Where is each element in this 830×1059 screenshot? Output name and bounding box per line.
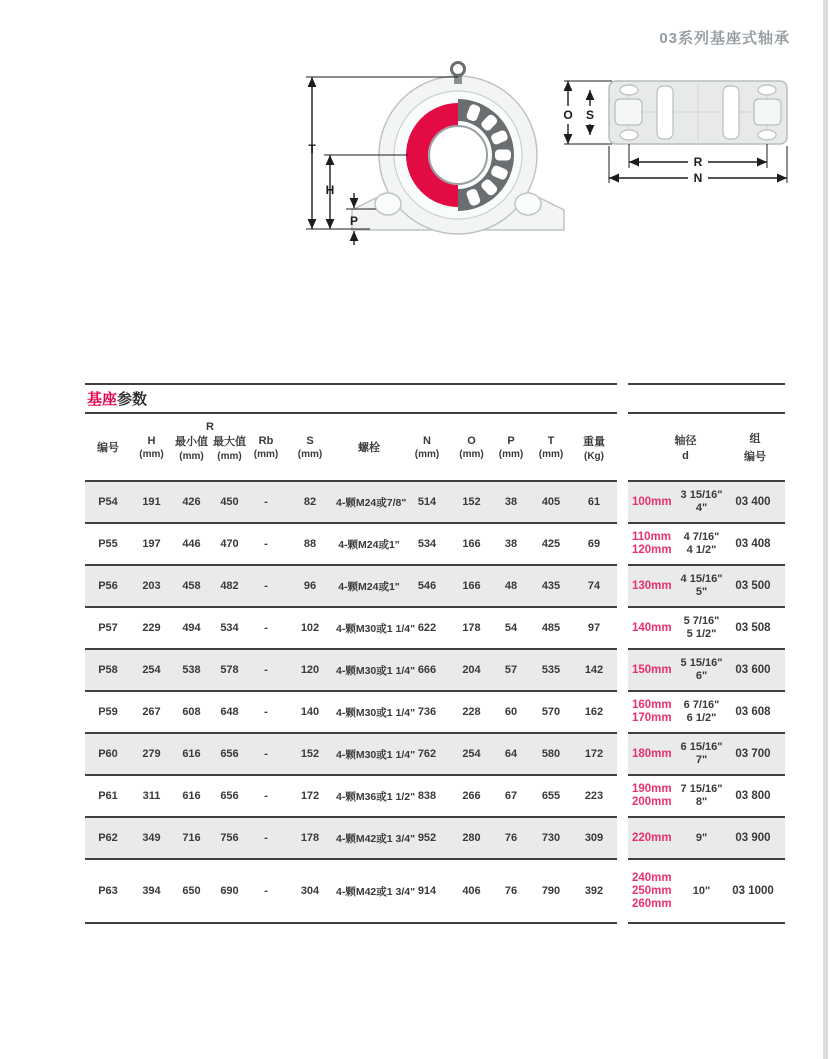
table-row xyxy=(85,650,617,692)
table-row xyxy=(85,776,617,818)
table-cell: 69 xyxy=(587,538,601,550)
shaft-diameter-cell xyxy=(628,783,678,809)
shaft-diameter-value: 250mm xyxy=(632,884,672,897)
table-body xyxy=(85,482,617,924)
table-cell: P63 xyxy=(98,885,118,897)
table-cell: 304 xyxy=(300,885,320,897)
table-cell: - xyxy=(264,496,268,508)
shaft-row xyxy=(628,776,785,818)
table-cell: 142 xyxy=(584,664,604,676)
group-code-cell: 03 608 xyxy=(735,706,771,718)
table-header-row xyxy=(85,414,617,482)
inch-value: 4 7/16" xyxy=(683,531,720,543)
side-table-body xyxy=(628,482,785,924)
inch-cell xyxy=(678,657,725,683)
group-code-cell: 03 600 xyxy=(735,664,771,676)
table-cell: 191 xyxy=(142,496,161,508)
group-code-cell: 03 1000 xyxy=(732,885,774,897)
column-header-label: 最大值 xyxy=(213,435,246,448)
table-cell: 76 xyxy=(504,832,518,844)
inch-cell xyxy=(678,832,725,845)
shaft-row xyxy=(628,482,785,524)
table-cell: 88 xyxy=(303,538,317,550)
table-cell: 309 xyxy=(584,832,604,844)
group-number-header-line1: 组 xyxy=(749,433,761,445)
table-cell: 538 xyxy=(182,664,201,676)
table-cell: 172 xyxy=(584,748,604,760)
table-cell: 485 xyxy=(541,622,561,634)
shaft-diameter-cell xyxy=(628,832,678,845)
table-cell: 405 xyxy=(541,496,561,508)
table-cell: P57 xyxy=(98,622,118,634)
table-cell: 535 xyxy=(541,664,561,676)
inch-cell xyxy=(678,573,725,599)
table-cell: P61 xyxy=(98,790,118,802)
shaft-diameter-value: 100mm xyxy=(632,495,672,508)
column-header xyxy=(248,435,284,460)
inch-value: 5 1/2" xyxy=(686,628,717,640)
table-cell: 197 xyxy=(142,538,161,550)
shaft-row xyxy=(628,818,785,860)
group-number-header-line2: 编号 xyxy=(744,451,766,463)
column-header xyxy=(85,439,131,455)
inch-value: 6" xyxy=(695,670,708,682)
table-cell: 54 xyxy=(504,622,518,634)
table-cell: P62 xyxy=(98,832,118,844)
shaft-diameter-value: 240mm xyxy=(632,871,672,884)
grease-fitting-icon xyxy=(452,63,465,76)
table-cell: 622 xyxy=(417,622,437,634)
inch-value: 9" xyxy=(695,831,708,844)
table-cell: 580 xyxy=(541,748,561,760)
table-cell: 470 xyxy=(220,538,239,550)
group-code-cell: 03 500 xyxy=(735,580,771,592)
side-title-bar xyxy=(628,383,785,414)
table-cell: 838 xyxy=(417,790,437,802)
dim-label-O: O xyxy=(563,108,573,122)
inch-value: 6 15/16" xyxy=(680,741,723,753)
column-header-unit: (mm) xyxy=(139,448,164,460)
base-plate-top-view-drawing xyxy=(552,66,830,206)
shaft-row xyxy=(628,608,785,650)
shaft-diameter-header-line1: 轴径 xyxy=(674,435,697,447)
shaft-diameter-cell xyxy=(628,872,678,911)
column-header-label: N xyxy=(423,434,431,447)
table-cell: 76 xyxy=(504,885,518,897)
shaft-diameter-cell xyxy=(628,748,678,761)
table-cell: 4-颗M42或1 3/4" xyxy=(336,885,416,898)
column-header-unit: (mm) xyxy=(217,450,242,462)
table-cell: - xyxy=(264,706,268,718)
table-cell: 458 xyxy=(182,580,201,592)
column-header xyxy=(402,435,452,460)
table-cell: 730 xyxy=(541,832,561,844)
table-cell: 4-颗M30或1 1/4" xyxy=(336,622,416,635)
group-code-cell: 03 700 xyxy=(735,748,771,760)
table-cell: - xyxy=(264,664,268,676)
bearing-front-view-drawing xyxy=(290,52,573,252)
table-cell: 204 xyxy=(462,664,481,676)
inch-value: 5" xyxy=(695,586,708,598)
inch-cell xyxy=(678,885,725,898)
table-cell: 82 xyxy=(303,496,317,508)
table-cell: - xyxy=(264,832,268,844)
bolt-hole-right xyxy=(515,193,541,215)
table-cell: 546 xyxy=(417,580,437,592)
side-header-row xyxy=(628,414,785,482)
table-cell: 140 xyxy=(300,706,320,718)
table-cell: 534 xyxy=(220,622,239,634)
table-cell: 656 xyxy=(220,748,239,760)
page-title: 03系列基座式轴承 xyxy=(659,30,790,47)
table-title xyxy=(85,388,147,409)
shaft-diameter-value: 150mm xyxy=(632,663,672,676)
table-cell: - xyxy=(264,538,268,550)
base-parameters-table xyxy=(85,383,617,924)
group-code-cell: 03 900 xyxy=(735,832,771,844)
inch-value: 6 7/16" xyxy=(683,699,720,711)
table-cell: 64 xyxy=(504,748,518,760)
table-cell: 311 xyxy=(142,790,161,802)
group-code-cell: 03 400 xyxy=(735,496,771,508)
table-title-black: 参数 xyxy=(117,391,148,408)
table-cell: 102 xyxy=(300,622,320,634)
table-cell: - xyxy=(264,748,268,760)
table-cell: 446 xyxy=(182,538,201,550)
table-cell: 74 xyxy=(587,580,601,592)
shaft-diameter-cell xyxy=(628,699,678,725)
table-cell: 38 xyxy=(504,538,518,550)
column-header-label: S xyxy=(306,434,314,447)
r-group-header: R xyxy=(206,421,214,433)
table-cell: 67 xyxy=(504,790,518,802)
bolt-hole-left xyxy=(375,193,401,215)
table-cell: 756 xyxy=(220,832,239,844)
column-header-label: 最小值 xyxy=(175,435,208,448)
table-cell: 266 xyxy=(462,790,481,802)
table-cell: 616 xyxy=(182,790,201,802)
table-cell: 166 xyxy=(462,538,481,550)
shaft-diameter-value: 220mm xyxy=(632,831,672,844)
shaft-diameter-value: 130mm xyxy=(632,579,672,592)
table-cell: 203 xyxy=(142,580,161,592)
inch-value: 4 15/16" xyxy=(680,573,723,585)
shaft-diameter-cell xyxy=(628,531,678,557)
shaft-row xyxy=(628,566,785,608)
table-row xyxy=(85,608,617,650)
table-cell: 152 xyxy=(462,496,481,508)
column-header-label: 螺栓 xyxy=(358,442,380,454)
column-header-unit: (mm) xyxy=(179,450,204,462)
column-header xyxy=(571,433,617,462)
table-cell: 406 xyxy=(462,885,481,897)
table-cell: 655 xyxy=(541,790,561,802)
column-header xyxy=(211,433,248,462)
table-cell: 254 xyxy=(142,664,161,676)
shaft-diameter-value: 260mm xyxy=(632,897,672,910)
table-cell: - xyxy=(264,580,268,592)
bore xyxy=(429,126,487,184)
dim-label-R: R xyxy=(693,155,703,169)
inch-value: 7" xyxy=(695,754,708,766)
column-header xyxy=(452,435,491,460)
table-cell: 482 xyxy=(220,580,239,592)
group-number-header xyxy=(725,430,785,464)
table-cell: 450 xyxy=(220,496,239,508)
table-cell: 690 xyxy=(220,885,239,897)
shaft-diameter-cell xyxy=(628,496,678,509)
shaft-row xyxy=(628,650,785,692)
table-cell: 228 xyxy=(462,706,481,718)
column-header-label: 编号 xyxy=(97,442,119,454)
table-row xyxy=(85,482,617,524)
inch-value: 6 1/2" xyxy=(686,712,717,724)
table-cell: 162 xyxy=(584,706,604,718)
table-title-bar xyxy=(85,383,617,414)
shaft-diameter-value: 160mm xyxy=(632,699,672,711)
table-cell: 349 xyxy=(142,832,161,844)
table-cell: 394 xyxy=(142,885,161,897)
dim-label-S: S xyxy=(585,108,595,122)
table-cell: 392 xyxy=(584,885,604,897)
table-cell: 4-颗M42或1 3/4" xyxy=(336,832,416,845)
table-cell: 762 xyxy=(417,748,437,760)
table-cell: 666 xyxy=(417,664,437,676)
table-cell: 914 xyxy=(417,885,437,897)
table-cell: P60 xyxy=(98,748,118,760)
inch-value: 10" xyxy=(692,884,711,897)
dim-label-P: P xyxy=(349,214,359,228)
column-header-unit: (mm) xyxy=(498,448,524,460)
column-header xyxy=(491,435,531,460)
column-header xyxy=(336,439,402,455)
table-cell: 280 xyxy=(462,832,481,844)
dim-label-H: H xyxy=(325,183,335,197)
table-cell: 61 xyxy=(587,496,601,508)
table-cell: 790 xyxy=(541,885,561,897)
table-row xyxy=(85,734,617,776)
table-cell: 178 xyxy=(300,832,320,844)
shaft-diameter-cell xyxy=(628,664,678,677)
table-row xyxy=(85,692,617,734)
table-cell: 48 xyxy=(504,580,518,592)
table-cell: - xyxy=(264,790,268,802)
column-header-unit: (mm) xyxy=(297,448,323,460)
dim-label-T: T xyxy=(308,142,316,156)
table-cell: 534 xyxy=(417,538,437,550)
column-header xyxy=(131,435,172,460)
shaft-diameter-header-line2: d xyxy=(682,450,689,462)
table-cell: 57 xyxy=(504,664,518,676)
table-cell: 279 xyxy=(142,748,161,760)
shaft-diameter-value: 200mm xyxy=(632,796,672,808)
shaft-diameter-table xyxy=(628,383,785,924)
column-header xyxy=(531,435,571,460)
table-cell: P58 xyxy=(98,664,118,676)
table-row xyxy=(85,818,617,860)
table-cell: 178 xyxy=(462,622,481,634)
table-row xyxy=(85,566,617,608)
shaft-diameter-cell xyxy=(628,622,678,635)
column-header-label: Rb xyxy=(258,434,274,447)
shaft-diameter-value: 120mm xyxy=(632,544,672,556)
table-cell: 152 xyxy=(300,748,320,760)
table-cell: 38 xyxy=(504,496,518,508)
table-cell: 96 xyxy=(303,580,317,592)
dim-label-N: N xyxy=(693,171,703,185)
column-header-label: T xyxy=(547,434,555,447)
inch-value: 4" xyxy=(695,502,708,514)
shaft-diameter-value: 180mm xyxy=(632,747,672,760)
shaft-diameter-value: 140mm xyxy=(632,621,672,634)
inch-cell xyxy=(678,489,725,515)
table-cell: 60 xyxy=(504,706,518,718)
table-cell: P55 xyxy=(98,538,118,550)
shaft-diameter-value: 110mm xyxy=(632,531,672,543)
group-code-cell: 03 408 xyxy=(735,538,771,550)
column-header-unit: (Kg) xyxy=(584,450,604,462)
table-cell: 4-颗M30或1 1/4" xyxy=(336,706,416,719)
table-cell: 656 xyxy=(220,790,239,802)
inch-value: 7 15/16" xyxy=(680,783,723,795)
table-cell: 172 xyxy=(300,790,320,802)
table-cell: 267 xyxy=(142,706,161,718)
column-header-label: P xyxy=(507,434,515,447)
table-cell: P56 xyxy=(98,580,118,592)
table-cell: 254 xyxy=(462,748,481,760)
table-cell: 648 xyxy=(220,706,239,718)
inch-value: 5 15/16" xyxy=(680,657,723,669)
column-header-label: O xyxy=(467,434,476,447)
table-row xyxy=(85,860,617,924)
column-header-label: 重量 xyxy=(583,435,605,448)
table-cell: 514 xyxy=(417,496,437,508)
column-header-label: H xyxy=(147,434,156,447)
shaft-row xyxy=(628,692,785,734)
column-header-unit: (mm) xyxy=(459,448,484,460)
table-cell: P54 xyxy=(98,496,118,508)
table-cell: 4-颗M24或7/8" xyxy=(336,496,407,509)
table-cell: 435 xyxy=(541,580,561,592)
table-cell: - xyxy=(264,885,268,897)
table-cell: 4-颗M30或1 1/4" xyxy=(336,748,416,761)
table-row xyxy=(85,524,617,566)
table-cell: P59 xyxy=(98,706,118,718)
table-cell: - xyxy=(264,622,268,634)
table-cell: 608 xyxy=(182,706,201,718)
column-header-unit: (mm) xyxy=(253,448,279,460)
inch-cell xyxy=(678,783,725,809)
table-cell: 120 xyxy=(300,664,320,676)
shaft-row xyxy=(628,524,785,566)
inch-cell xyxy=(678,741,725,767)
group-code-cell: 03 508 xyxy=(735,622,771,634)
table-title-red: 基座 xyxy=(87,391,118,408)
shaft-diameter-cell xyxy=(628,580,678,593)
table-cell: 166 xyxy=(462,580,481,592)
group-code-cell: 03 800 xyxy=(735,790,771,802)
table-cell: 425 xyxy=(541,538,561,550)
table-cell: 4-颗M24或1" xyxy=(338,580,400,593)
shaft-diameter-value: 190mm xyxy=(632,783,672,795)
inch-cell xyxy=(678,699,725,725)
table-cell: 426 xyxy=(182,496,201,508)
table-cell: 736 xyxy=(417,706,437,718)
column-header-unit: (mm) xyxy=(538,448,564,460)
table-cell: 4-颗M30或1 1/4" xyxy=(336,664,416,677)
table-cell: 4-颗M36或1 1/2" xyxy=(336,790,416,803)
inch-cell xyxy=(678,531,725,557)
table-cell: 952 xyxy=(417,832,437,844)
table-cell: 223 xyxy=(584,790,604,802)
table-cell: 97 xyxy=(587,622,601,634)
table-cell: 494 xyxy=(182,622,201,634)
inch-value: 8" xyxy=(695,796,708,808)
column-header xyxy=(172,433,211,462)
table-cell: 570 xyxy=(541,706,561,718)
shaft-diameter-value: 170mm xyxy=(632,712,672,724)
inch-value: 3 15/16" xyxy=(680,489,723,501)
column-header xyxy=(284,435,336,460)
inch-value: 5 7/16" xyxy=(683,615,720,627)
table-cell: 716 xyxy=(182,832,201,844)
table-cell: 4-颗M24或1" xyxy=(338,538,400,551)
column-header-unit: (mm) xyxy=(414,448,440,460)
table-cell: 229 xyxy=(142,622,161,634)
shaft-diameter-header xyxy=(628,432,725,462)
shaft-row xyxy=(628,734,785,776)
table-cell: 578 xyxy=(220,664,239,676)
inch-cell xyxy=(678,615,725,641)
shaft-row xyxy=(628,860,785,924)
inch-value: 4 1/2" xyxy=(686,544,717,556)
table-cell: 650 xyxy=(182,885,201,897)
table-cell: 616 xyxy=(182,748,201,760)
